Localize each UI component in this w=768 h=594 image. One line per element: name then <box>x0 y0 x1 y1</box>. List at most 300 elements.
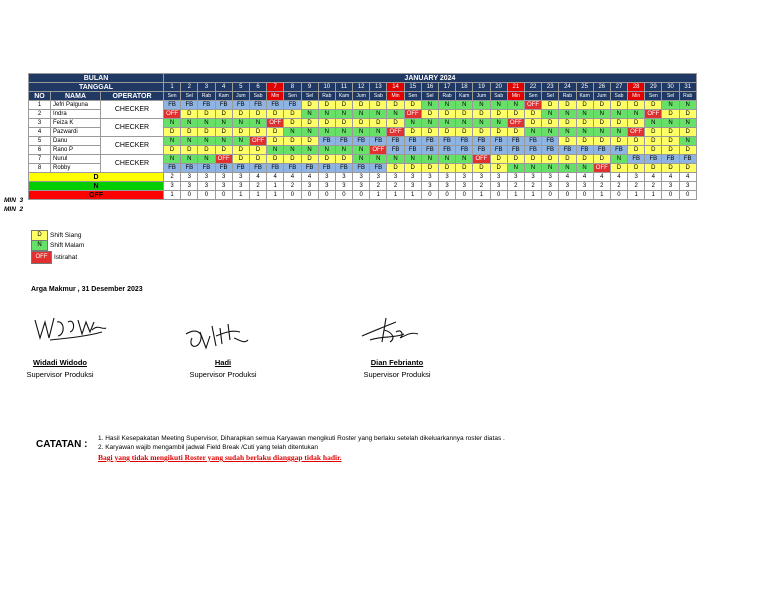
shift-cell: N <box>679 119 696 128</box>
day-name: Rab <box>439 92 456 101</box>
shift-cell: OFF <box>473 155 490 164</box>
summary-count: 0 <box>421 191 438 200</box>
day-number: 9 <box>301 83 318 92</box>
signer-title: Supervisor Produksi <box>189 370 257 379</box>
shift-cell: N <box>490 101 507 110</box>
shift-cell: FB <box>181 101 198 110</box>
summary-count: 0 <box>215 191 232 200</box>
shift-cell: D <box>679 110 696 119</box>
shift-cell: FB <box>524 137 541 146</box>
employee-no: 4 <box>29 128 51 137</box>
day-number: 31 <box>679 83 696 92</box>
shift-cell: N <box>387 110 404 119</box>
shift-cell: N <box>542 110 559 119</box>
shift-cell: D <box>593 155 610 164</box>
shift-cell: D <box>439 128 456 137</box>
shift-cell: N <box>301 146 318 155</box>
summary-row-n <box>29 182 697 191</box>
shift-cell: D <box>318 155 335 164</box>
shift-cell: N <box>198 155 215 164</box>
day-name: Kam <box>335 92 352 101</box>
shift-cell: D <box>628 146 645 155</box>
shift-cell: D <box>335 155 352 164</box>
shift-cell: D <box>439 110 456 119</box>
summary-count: 3 <box>335 182 352 191</box>
shift-cell: D <box>232 128 249 137</box>
shift-cell: N <box>439 119 456 128</box>
shift-cell: N <box>593 128 610 137</box>
summary-count: 0 <box>662 191 679 200</box>
shift-cell: D <box>232 110 249 119</box>
shift-cell: D <box>267 137 284 146</box>
summary-count: 3 <box>490 182 507 191</box>
shift-cell: FB <box>507 137 524 146</box>
shift-cell: D <box>249 146 266 155</box>
shift-cell: N <box>267 146 284 155</box>
shift-cell: D <box>267 128 284 137</box>
shift-cell: FB <box>370 137 387 146</box>
shift-cell: N <box>421 155 438 164</box>
bulan-header: BULAN <box>29 74 164 83</box>
summary-count: 3 <box>524 173 541 182</box>
shift-cell: OFF <box>593 164 610 173</box>
shift-cell: D <box>215 110 232 119</box>
shift-cell: D <box>439 164 456 173</box>
shift-cell: OFF <box>164 110 181 119</box>
day-number: 29 <box>645 83 662 92</box>
shift-cell: D <box>524 155 541 164</box>
shift-cell: N <box>559 128 576 137</box>
shift-cell: FB <box>473 146 490 155</box>
summary-count: 3 <box>353 173 370 182</box>
shift-cell: N <box>249 119 266 128</box>
day-name: Sen <box>524 92 541 101</box>
day-name: Sen <box>645 92 662 101</box>
day-number: 19 <box>473 83 490 92</box>
shift-cell: D <box>645 128 662 137</box>
signer-name: Widadi Widodo <box>32 358 88 367</box>
shift-cell: D <box>353 119 370 128</box>
summary-label: N <box>29 182 164 191</box>
shift-cell: FB <box>232 164 249 173</box>
day-number: 10 <box>318 83 335 92</box>
shift-cell: N <box>370 128 387 137</box>
shift-cell: OFF <box>249 137 266 146</box>
shift-cell: N <box>559 164 576 173</box>
summary-count: 1 <box>267 182 284 191</box>
shift-cell: N <box>559 110 576 119</box>
day-number: 1 <box>164 83 181 92</box>
shift-cell: D <box>490 155 507 164</box>
day-name: Jum <box>593 92 610 101</box>
day-number: 2 <box>181 83 198 92</box>
summary-count: 2 <box>249 182 266 191</box>
signer-dian <box>355 358 439 379</box>
summary-count: 4 <box>662 173 679 182</box>
summary-count: 1 <box>370 191 387 200</box>
shift-cell: D <box>370 101 387 110</box>
shift-cell: FB <box>507 146 524 155</box>
day-name: Min <box>267 92 284 101</box>
shift-cell: N <box>662 119 679 128</box>
day-number: 26 <box>593 83 610 92</box>
shift-cell: FB <box>267 164 284 173</box>
shift-cell: N <box>335 110 352 119</box>
shift-cell: D <box>387 164 404 173</box>
summary-count: 3 <box>507 173 524 182</box>
day-name: Rab <box>198 92 215 101</box>
day-number: 21 <box>507 83 524 92</box>
shift-cell: FB <box>387 137 404 146</box>
shift-cell: N <box>318 128 335 137</box>
summary-count: 1 <box>628 191 645 200</box>
shift-cell: N <box>181 119 198 128</box>
shift-cell: N <box>215 137 232 146</box>
shift-cell: D <box>576 155 593 164</box>
shift-cell: FB <box>679 155 696 164</box>
day-number: 6 <box>249 83 266 92</box>
summary-count: 1 <box>232 191 249 200</box>
shift-cell: FB <box>301 164 318 173</box>
shift-cell: D <box>490 164 507 173</box>
shift-cell: D <box>628 101 645 110</box>
min-label-d: MIN 3 <box>4 197 24 204</box>
employee-name: Robby <box>51 164 101 173</box>
summary-count: 0 <box>456 191 473 200</box>
shift-cell: D <box>181 146 198 155</box>
summary-count: 3 <box>215 182 232 191</box>
shift-cell: D <box>421 110 438 119</box>
summary-count: 1 <box>387 191 404 200</box>
shift-cell: OFF <box>404 110 421 119</box>
shift-cell: N <box>456 119 473 128</box>
employee-operator: CHECKER <box>101 101 164 119</box>
summary-row-d <box>29 173 697 182</box>
shift-cell: N <box>353 110 370 119</box>
shift-cell: FB <box>593 146 610 155</box>
shift-cell: FB <box>215 164 232 173</box>
col-nama-header: NAMA <box>51 92 101 101</box>
summary-count: 2 <box>370 182 387 191</box>
shift-cell: FB <box>490 146 507 155</box>
summary-count: 0 <box>198 191 215 200</box>
note-line-1: 1. Hasil Kesepakatan Meeting Supervisor, Diharapkan semua Karyawan mengikuti Roster yang berlaku setelah dikeluarkannya roster diatas . <box>98 435 505 442</box>
shift-cell: D <box>559 101 576 110</box>
shift-cell: D <box>645 137 662 146</box>
summary-count: 1 <box>267 191 284 200</box>
employee-name: Danu <box>51 137 101 146</box>
summary-count: 4 <box>267 173 284 182</box>
summary-count: 2 <box>610 182 627 191</box>
shift-cell: FB <box>559 146 576 155</box>
day-number: 4 <box>215 83 232 92</box>
day-name: Min <box>628 92 645 101</box>
shift-cell: D <box>593 101 610 110</box>
day-name: Sel <box>421 92 438 101</box>
employee-no: 7 <box>29 155 51 164</box>
note-line-2: 2. Karyawan wajib mengambil jadwal Field Break /Cuti yang telah ditentukan <box>98 444 319 451</box>
legend-malam <box>31 240 84 251</box>
day-name: Sel <box>662 92 679 101</box>
shift-cell: N <box>439 155 456 164</box>
summary-count: 0 <box>439 191 456 200</box>
day-number: 24 <box>559 83 576 92</box>
shift-cell: FB <box>645 155 662 164</box>
shift-cell: D <box>507 128 524 137</box>
shift-cell: FB <box>318 137 335 146</box>
day-number: 13 <box>370 83 387 92</box>
shift-cell: N <box>164 137 181 146</box>
summary-count: 2 <box>284 182 301 191</box>
day-name: Rab <box>559 92 576 101</box>
summary-count: 3 <box>387 173 404 182</box>
shift-cell: D <box>662 164 679 173</box>
shift-cell: D <box>507 155 524 164</box>
shift-cell: D <box>284 137 301 146</box>
min-label-n: MIN 2 <box>4 206 24 213</box>
shift-cell: FB <box>542 137 559 146</box>
summary-count: 4 <box>593 173 610 182</box>
day-number: 28 <box>628 83 645 92</box>
shift-cell: N <box>679 101 696 110</box>
employee-operator: CHECKER <box>101 137 164 155</box>
signer-widadi <box>20 358 100 379</box>
employee-no: 6 <box>29 146 51 155</box>
day-number: 30 <box>662 83 679 92</box>
summary-count: 0 <box>559 191 576 200</box>
employee-operator: CHECKER <box>101 119 164 137</box>
summary-count: 2 <box>645 182 662 191</box>
shift-cell: D <box>267 110 284 119</box>
shift-cell: D <box>559 137 576 146</box>
shift-cell: FB <box>249 101 266 110</box>
shift-cell: N <box>164 155 181 164</box>
shift-cell: D <box>473 164 490 173</box>
summary-count: 3 <box>662 182 679 191</box>
shift-cell: FB <box>198 164 215 173</box>
shift-cell: N <box>404 119 421 128</box>
shift-cell: N <box>318 110 335 119</box>
day-number: 12 <box>353 83 370 92</box>
legend-istirahat <box>31 251 77 264</box>
summary-count: 3 <box>473 173 490 182</box>
summary-count: 1 <box>645 191 662 200</box>
shift-cell: D <box>490 110 507 119</box>
shift-cell: D <box>645 164 662 173</box>
shift-cell: N <box>370 110 387 119</box>
shift-cell: FB <box>421 137 438 146</box>
shift-cell: FB <box>387 146 404 155</box>
shift-cell: D <box>249 128 266 137</box>
shift-cell: D <box>610 119 627 128</box>
shift-cell: D <box>387 101 404 110</box>
summary-count: 3 <box>559 182 576 191</box>
shift-cell: D <box>215 146 232 155</box>
summary-count: 3 <box>490 173 507 182</box>
shift-cell: D <box>542 101 559 110</box>
employee-no: 8 <box>29 164 51 173</box>
day-name: Rab <box>318 92 335 101</box>
shift-cell: FB <box>473 137 490 146</box>
summary-label: D <box>29 173 164 182</box>
summary-count: 3 <box>404 182 421 191</box>
summary-count: 4 <box>284 173 301 182</box>
day-name: Sab <box>370 92 387 101</box>
signature-dian <box>356 312 428 348</box>
day-name: Sel <box>301 92 318 101</box>
summary-count: 4 <box>249 173 266 182</box>
shift-cell: N <box>318 146 335 155</box>
summary-count: 0 <box>181 191 198 200</box>
shift-cell: FB <box>335 164 352 173</box>
legend-swatch-d: D <box>31 230 48 241</box>
shift-cell: N <box>284 146 301 155</box>
employee-no: 5 <box>29 137 51 146</box>
employee-name: Nurul <box>51 155 101 164</box>
day-number: 20 <box>490 83 507 92</box>
employee-row <box>29 101 697 110</box>
shift-cell: N <box>301 110 318 119</box>
summary-count: 3 <box>198 182 215 191</box>
shift-cell: FB <box>662 155 679 164</box>
shift-cell: OFF <box>267 119 284 128</box>
summary-count: 3 <box>318 173 335 182</box>
summary-count: 4 <box>301 173 318 182</box>
day-name: Min <box>507 92 524 101</box>
shift-cell: FB <box>628 155 645 164</box>
shift-cell: N <box>576 110 593 119</box>
summary-count: 0 <box>542 191 559 200</box>
legend-text-siang: Shift Siang <box>50 232 82 239</box>
employee-name: Feiza K <box>51 119 101 128</box>
summary-count: 3 <box>301 182 318 191</box>
summary-count: 2 <box>524 182 541 191</box>
day-name: Sen <box>164 92 181 101</box>
day-number: 3 <box>198 83 215 92</box>
shift-cell: D <box>215 128 232 137</box>
shift-cell: N <box>353 128 370 137</box>
shift-cell: D <box>335 119 352 128</box>
summary-count: 3 <box>353 182 370 191</box>
signer-name: Hadi <box>214 358 232 367</box>
notes-section <box>36 435 505 462</box>
shift-cell: N <box>679 137 696 146</box>
shift-cell: N <box>542 164 559 173</box>
shift-cell: FB <box>456 146 473 155</box>
shift-cell: D <box>593 119 610 128</box>
day-number: 27 <box>610 83 627 92</box>
shift-cell: FB <box>576 146 593 155</box>
shift-cell: OFF <box>387 128 404 137</box>
shift-cell: D <box>404 128 421 137</box>
summary-count: 4 <box>645 173 662 182</box>
shift-cell: D <box>679 128 696 137</box>
employee-no: 2 <box>29 110 51 119</box>
day-name: Jum <box>473 92 490 101</box>
shift-cell: FB <box>421 146 438 155</box>
shift-cell: D <box>387 119 404 128</box>
summary-row-off <box>29 191 697 200</box>
shift-cell: N <box>490 119 507 128</box>
day-number: 8 <box>284 83 301 92</box>
shift-cell: D <box>318 101 335 110</box>
day-number: 11 <box>335 83 352 92</box>
shift-cell: D <box>249 155 266 164</box>
day-number: 5 <box>232 83 249 92</box>
shift-cell: D <box>370 119 387 128</box>
shift-cell: N <box>421 101 438 110</box>
signature-hadi <box>182 318 252 354</box>
shift-cell: D <box>576 137 593 146</box>
shift-cell: N <box>662 101 679 110</box>
summary-count: 0 <box>335 191 352 200</box>
summary-count: 0 <box>318 191 335 200</box>
shift-cell: N <box>456 101 473 110</box>
day-number: 22 <box>524 83 541 92</box>
summary-count: 3 <box>679 182 696 191</box>
employee-row <box>29 137 697 146</box>
legend-swatch-off: OFF <box>31 251 52 264</box>
shift-cell: FB <box>198 101 215 110</box>
shift-cell: D <box>473 128 490 137</box>
day-name: Kam <box>215 92 232 101</box>
shift-cell: FB <box>439 146 456 155</box>
shift-cell: D <box>301 101 318 110</box>
day-number: 17 <box>439 83 456 92</box>
shift-cell: D <box>542 119 559 128</box>
shift-cell: D <box>198 110 215 119</box>
shift-cell: D <box>662 110 679 119</box>
signer-name: Dian Febrianto <box>370 358 424 367</box>
shift-cell: D <box>456 128 473 137</box>
place-date: Arga Makmur , 31 Desember 2023 <box>31 286 143 293</box>
shift-cell: D <box>181 110 198 119</box>
shift-cell: D <box>628 164 645 173</box>
shift-cell: FB <box>353 137 370 146</box>
summary-count: 0 <box>301 191 318 200</box>
day-number: 23 <box>542 83 559 92</box>
summary-count: 3 <box>404 173 421 182</box>
summary-count: 1 <box>524 191 541 200</box>
summary-count: 2 <box>593 182 610 191</box>
shift-cell: N <box>628 110 645 119</box>
shift-cell: D <box>662 137 679 146</box>
shift-cell: N <box>181 137 198 146</box>
summary-count: 3 <box>421 173 438 182</box>
summary-count: 0 <box>284 191 301 200</box>
employee-no: 1 <box>29 101 51 110</box>
signature-widadi <box>30 308 110 346</box>
shift-cell: D <box>456 164 473 173</box>
summary-count: 3 <box>456 173 473 182</box>
shift-cell: D <box>628 119 645 128</box>
shift-cell: N <box>421 119 438 128</box>
summary-count: 3 <box>439 173 456 182</box>
shift-cell: D <box>456 110 473 119</box>
employee-name: Jefri Palguna <box>51 101 101 110</box>
day-name: Rab <box>679 92 696 101</box>
summary-count: 0 <box>576 191 593 200</box>
shift-cell: D <box>404 101 421 110</box>
shift-cell: FB <box>318 164 335 173</box>
shift-cell: N <box>232 119 249 128</box>
summary-count: 3 <box>439 182 456 191</box>
shift-cell: D <box>507 110 524 119</box>
summary-count: 2 <box>387 182 404 191</box>
shift-cell: D <box>249 110 266 119</box>
shift-cell: N <box>645 119 662 128</box>
day-name: Jum <box>353 92 370 101</box>
